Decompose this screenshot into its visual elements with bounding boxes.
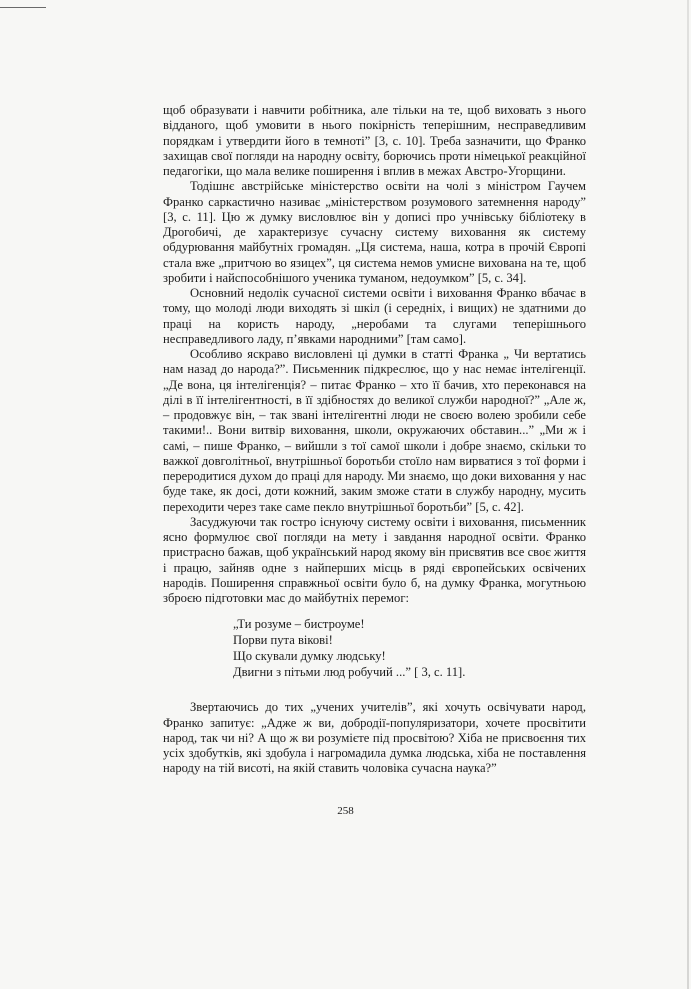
poem-line: Порви пута вікові! [233,633,333,648]
paragraph: Звертаючись до тих „учених учителів”, які хочуть освічувати народ, Франко запитує: „Адже ж ви, добродії-популяризатори, хочете просвітити народ, так чи ні? А що ж ви розумієте під просвітою? Хіба не присвоєння тих усіх здобутків, які здобула і нагромадила думка людська, хіба не поставлення народу на тій висоті, на якій ставить чоловіка сучасна наука?” [163,700,586,776]
paragraph: Основний недолік сучасної системи освіти і виховання Франко вбачає в тому, що молоді люди виходять зі шкіл (і середніх, і вищих) не здатними до праці на користь народу, „неробами та слугами теперішнього несправедливого ладу, п’явками народними” [там само]. [163,286,586,346]
poem-line: Що скували думку людську! [233,649,386,664]
page-body [163,103,586,777]
scan-corner-mark [0,7,46,8]
paragraph: Тодішнє австрійське міністерство освіти на чолі з міністром Гаучем Франко саркастично називає „міністерством розумового затемнення народу” [3, с. 11]. Цю ж думку висловлює він у дописі про учнівську бібліотеку в Дрогобичі, де характеризує сучасну систему виховання як систему обдурювання майбутніх громадян. „Ця система, наша, котра в прочій Європі стала вже „притчою во язицех”, ця система немов умисне вихована на те, щоб зробити і найспособнішого ученика туманом, недоумком” [5, с. 34]. [163,179,586,285]
paragraph: щоб образувати і навчити робітника, але тільки на те, щоб виховать з нього відданого, щоб умовити в нього покірність теперішним, несправедливим порядкам і утвердити його в темноті” [3, с. 10]. Треба зазначити, що Франко захищав свої погляди на народну освіту, борючись проти німецької реакційної педагогіки, що мала велике поширення і вплив в межах Австро-Угорщини. [163,103,586,178]
paragraph: Засуджуючи так гостро існуючу систему освіти і виховання, письменник ясно формулює свої погляди на мету і завдання народної освіти. Франко пристрасно бажав, щоб український народ якому він присвятив все своє життя і працю, зайняв одне з найперших місць в ряді європейських освічених народів. Поширення справжньої освіти було б, на думку Франка, могутньою зброєю підготовки мас до майбутніх перемог: [163,514,586,605]
poem-line: „Ти розуме – бистроуме! [233,617,365,632]
poem-quote [233,616,586,680]
page-number: 258 [337,805,354,817]
scan-right-edge [687,0,689,989]
poem-line: Двигни з пітьми люд робучий ...” [ 3, с. 11]. [233,665,466,680]
paragraph: Особливо яскраво висловлені ці думки в статті Франка „ Чи вертатись нам назад до народа?”. Письменник підкреслює, що у нас немає інтелігенції. „Де вона, ця інтелігенція? – питає Франко – хто її бачив, хто переконався на ділі в її інтелігентності, в її здібностях до великої служби народної?” „Але ж, – продовжує він, – так звані інтелігентні люди не своєю волею зробили себе такими!.. Вони витвір виховання, школи, окружаючих обставин...” „Ми ж і самі, – пише Франко, – вийшли з тої самої школи і добре знаємо, скільки то важкої довголітньої, внутрішньої боротьби стоїло нам вирватися з тої форми і переродитися духом до праці для народу. Ми знаємо, що доки виховання у нас буде таке, як досі, доти кожний, заким зможе стати в службу народну, мусить переходити через таке саме пекло внутрішньої боротьби” [5, с. 42]. [163,347,586,514]
